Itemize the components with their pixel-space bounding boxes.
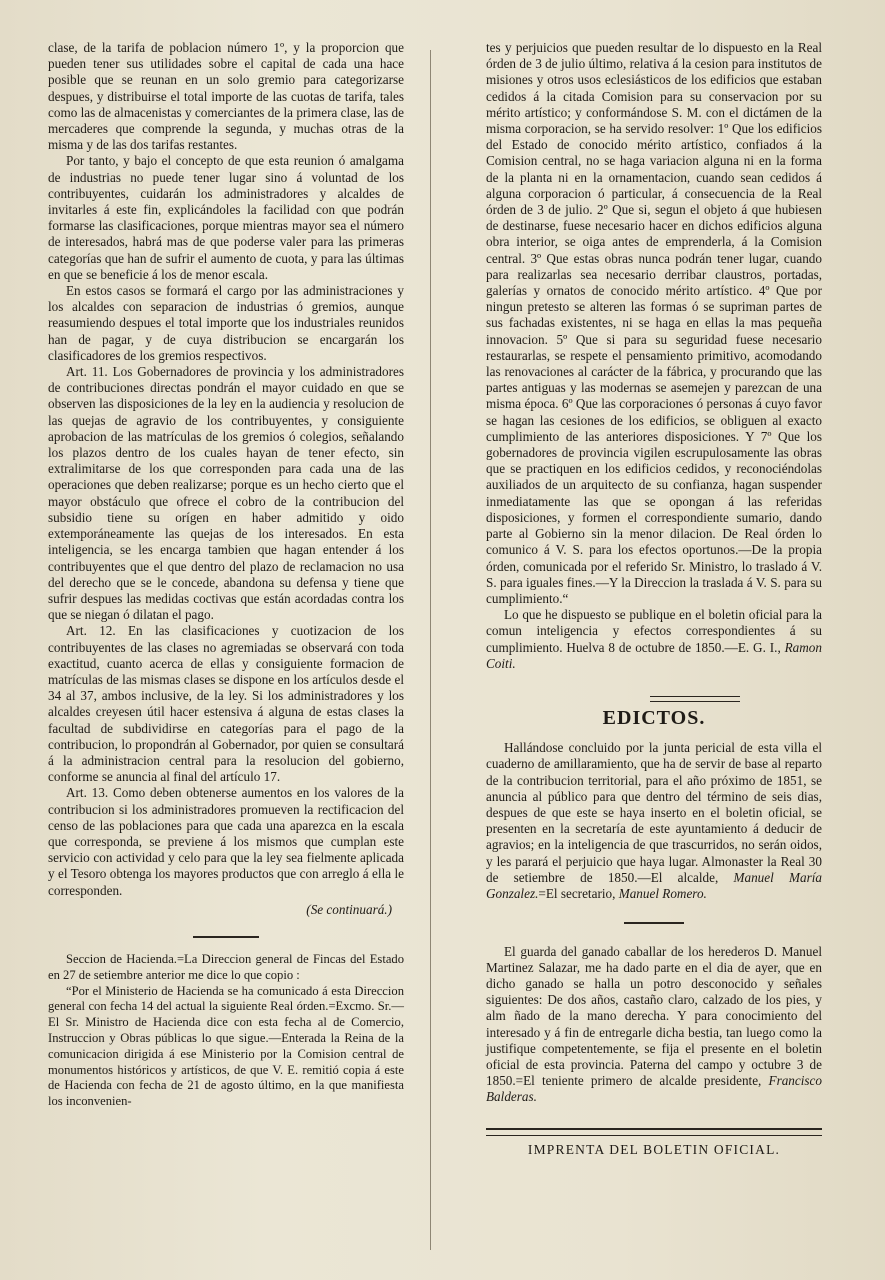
signature-name: Manuel Romero. (618, 885, 707, 901)
edicto-2 (486, 944, 822, 1106)
hacienda-heading: Seccion de Hacienda.=La Direccion general de Fincas del Estado en 27 de setiembre anterior me dice lo que copio : (48, 951, 404, 982)
hacienda-quote: “Por el Ministerio de Hacienda se ha comunicado á esta Direccion general con fecha 14 del actual la siguiente Real órden.=Excmo. Sr.—El Sr. Ministro de Hacienda dice con esta fecha al de Comercio, Instruccion y Obras públicas lo que sigue.—Enterada la Reina de la comunicacion dirigida á ese Ministerio por la Comision central de monumentos históricos y artísticos, de que V. E. remitió copia á este de Hacienda con fecha de 21 de agosto último, en la que manifiesta los inconvenien- (48, 983, 404, 1109)
printer-imprint: IMPRENTA DEL BOLETIN OFICIAL. (527, 1141, 781, 1157)
closing-text: Lo que he dispuesto se publique en el boletin oficial para la comun inteligencia y efectos correspondientes á su cumplimiento. Huelva 8 de octubre de 1850.—E. G. I., (486, 607, 822, 655)
right-column (486, 40, 822, 1158)
section-rule (193, 936, 259, 938)
article-12: Art. 12. En las clasificaciones y cuotizacion de los contribuyentes de las clases no agremiadas se observará con toda exactitud, cuanto acerca de ellas y consiguiente formacion de matrículas de las mismas clases se dispone en los artículos desde el 34 al 37, ambos inclusive, de la ley. Si los administradores y los alcaldes creyesen útil hacer estensiva á alguna de estas clases la facultad de subdividirse en categorías para el pago de la contribucion, lo propondrán al Gobernador, por quien se consultará á la administracion central para la resolucion del gobierno, conforme se anuncia al final del artículo 17. (48, 623, 404, 785)
paragraph: Por tanto, y bajo el concepto de que esta reunion ó amalgama de industrias no puede tener lugar sino á voluntad de los contribuyentes, cuidarán los administradores y alcaldes de invitarles á este fin, explicándoles la facilidad con que podrán formarse las clasificaciones, porque mientras mayor sea el número de interesados, habrá mas de que poderse valer para las primeras categorías que han de sufrir el aumento de cuota, y para las últimas en que se beneficie á los de menor escala. (48, 153, 404, 282)
column-divider (430, 50, 431, 1250)
edictos-rule (650, 696, 740, 702)
paragraph (486, 607, 822, 672)
edicto-1 (486, 740, 822, 902)
signature-name: Manuel María Gonzalez. (486, 869, 822, 901)
footer-rule (486, 1128, 822, 1136)
edicto-text: =El secretario, (538, 885, 619, 901)
edicto-text: Hallándose concluido por la junta pericial de esta villa el cuaderno de amillaramiento, que ha de servir de base al reparto de la contribucion territorial, para el año próximo de 1851, se anuncia al público para que dentro del término de seis dias, despues de que este se haya inserto en el boletin oficial, se presenten en la secretaría de este ayuntamiento á deducir de agravios; en la inteligencia de que trascurridos, no serán oidos, y les parará el perjuicio que haya lugar. Almonaster la Real 30 de setiembre de 1850.—El alcalde, (486, 740, 822, 885)
paragraph: clase, de la tarifa de poblacion número 1º, y la proporcion que pueden tener sus utilidades sobre el capital de cada una hace posible que se reunan en un solo gremio para categorizarse despues, y distribuirse el total importe de las cuotas de tarifa, tales como las de almacenistas y comerciantes de la primera clase, las de mercaderes que comprende la segunda, y muchas otras de la misma y de las dos tarifas restantes. (48, 40, 404, 153)
edictos-heading: EDICTOS. (602, 706, 706, 729)
edicto-text: El guarda del ganado caballar de los herederos D. Manuel Martinez Salazar, me ha dado parte en el dia de ayer, que en dicho ganado se halla un potro desconocido y señales siguientes: De dos años, castaño claro, calzado de los pies, y alm ñado de la mano derecha. Y para conocimiento del interesado y á fin de entregarle dicha bestia, tan luego como la justifique competentemente, se fija el presente en el boletin oficial de esta provincia. Paterna del campo y octubre 3 de 1850.=El teniente primero de alcalde presidente, (486, 943, 822, 1089)
continued-note: (Se continuará.) (306, 901, 392, 917)
paragraph: En estos casos se formará el cargo por las administraciones y los alcaldes con separacion de industrias ó gremios, aunque reasumiendo despues el total importe que los industriales reunidos han de pagar, y de cuya distribucion se encargarán los clasificadores de los gremios respectivos. (48, 283, 404, 363)
paragraph: tes y perjuicios que pueden resultar de lo dispuesto en la Real órden de 3 de julio último, relativa á la cesion para institutos de misiones y otros usos eclesiásticos de los edificios que estaban cedidos á la citada Comision para su conservacion por su mérito artístico; y conformándose S. M. con el dictámen de la misma corporacion, se ha servido resolver: 1º Que los edificios del Estado de conocido mérito artístico, confiados á la Comision central, no se haga variacion alguna ni en la forma de la planta ni en la ornamentacion, cuando sean cedidos á alguna corporacion ó particular, á consecuencia de la Real órden de 3 de julio. 2º Que si, segun el objeto á que hubiesen de destinarse, fuese necesario hacer en dichos edificios alguna obra interior, se oiga antes de emprenderla, á la Comision central. 3º Que estas obras nunca podrán tener lugar, cuando para realizarlas sea necesario derribar claustros, portadas, galerías y ornatos de conocido mérito artístico. 4º Que por ningun pretesto se alteren las formas ó se supriman partes de sus fachadas existentes, ni se haga en ellas la mas pequeña innovacion. 5º Que si para su seguridad fuese necesario restaurarlas, se respete el pensamiento primitivo, acomodando las renovaciones al carácter de la fábrica, y procurando que las partes antiguas y las modernas se asemejen y parezcan de una misma época. 6º Que las corporaciones ó personas á cuyo favor se hagan las cesiones de los edificios, se obliguen al exacto cumplimiento de las anteriores disposiciones. Y 7º Que los gobernadores de provincia vigilen escrupulosamente las obras que se practiquen en los edificios cedidos, y reconociéndolas auxiliados de un arquitecto de su confianza, hagan suspender inmediatamente las que se opongan á las referidas disposiciones, y formen el correspondiente sumario, dando parte al Gobierno sin la menor dilacion. De Real órden lo comunico á V. S. para los efectos oportunos.—De la propia órden, comunicada por el referido Sr. Ministro, lo traslado á V. S. para iguales fines.—Y la Direccion la traslada á V. S. para su cumplimiento.“ (486, 40, 822, 606)
signature-name: Francisco Balderas. (486, 1073, 822, 1105)
article-13: Art. 13. Como deben obtenerse aumentos en los valores de la contribucion si los administradores promueven la rectificacion del censo de las poblaciones para que cada una aparezca en la escala que corresponda, se previene á los mismos que cumplan este servicio con actividad y celo para que la ley sea fielmente aplicada y el Tesoro obtenga los mayores productos que con arreglo á ella le corresponden. (48, 785, 404, 898)
signature-name: Ramon Coiti. (486, 639, 822, 671)
section-rule (624, 922, 684, 924)
article-11: Art. 11. Los Gobernadores de provincia y los administradores de contribuciones directas pondrán el mayor cuidado en que se observen las disposiciones de la ley en la audiencia y resolucion de las quejas de agravio de los contribuyentes, y consiguiente aprobacion de las matrículas de los gremios ó colegios, señalando los plazos dentro de los cuales hayan de tener efecto, sin extralimitarse de los que corresponden para cada una de las operaciones que deben realizarse; porque es un hecho cierto que el mayor obstáculo que ofrece el cobro de la contribucion del subsidio tiene su orígen en haber admitido y oido extemporáneamente las quejas de los interesados. En esta inteligencia, se les encarga tambien que hagan entender á los contribuyentes que el que dentro del plazo de reclamacion no usa del derecho que se le concede, abandona su defensa y tiene que sufrir despues las medidas coctivas que están acordadas contra los que se niegan ó dilatan el pago. (48, 364, 404, 623)
left-column (48, 40, 404, 1110)
